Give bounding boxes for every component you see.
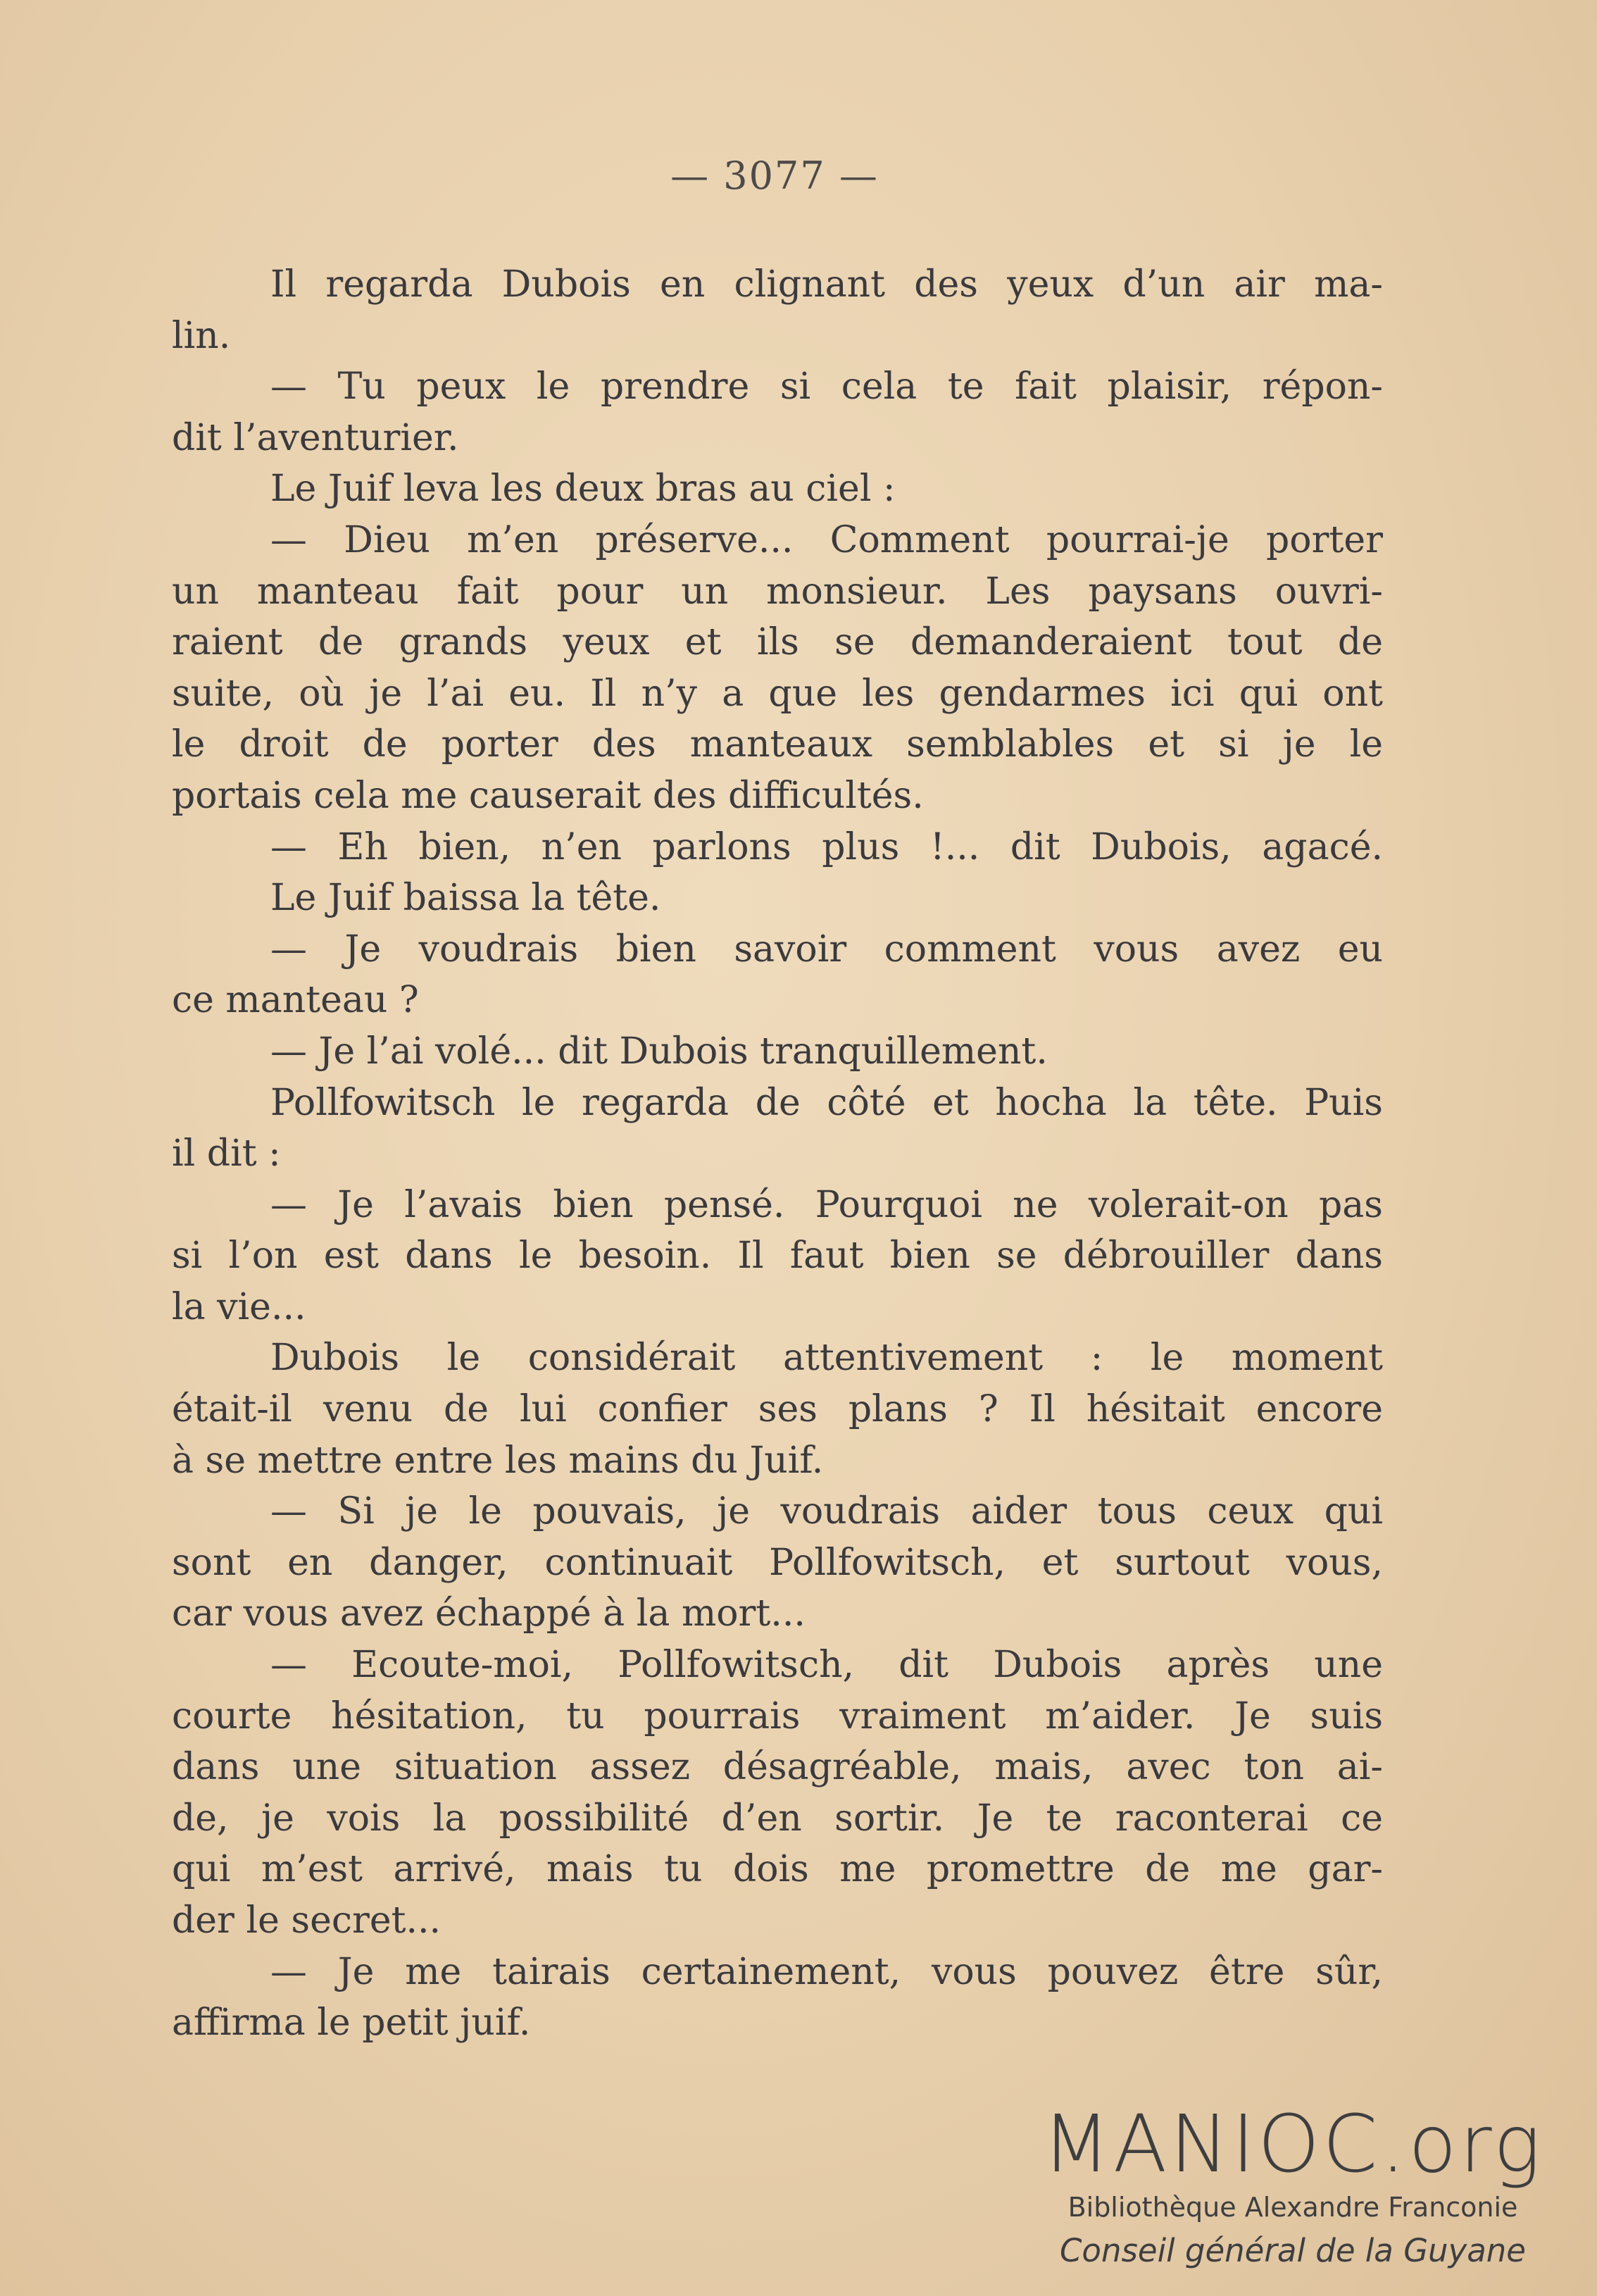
text-line: — Je me tairais certainement, vous pouvez être sûr, <box>270 1950 1383 1993</box>
text-line: Dubois le considérait attentivement : le moment <box>270 1337 1383 1380</box>
text-line: affirma le petit juif. <box>172 2002 531 2045</box>
text-line: était-il venu de lui confier ses plans ? Il hésitait encore <box>172 1388 1383 1431</box>
text-line: qui m’est arrivé, mais tu dois me promettre de me gar- <box>172 1848 1383 1891</box>
text-line: le droit de porter des manteaux semblables et si je le <box>172 723 1383 766</box>
manioc-logo: MANIOC.org <box>1042 2099 1543 2190</box>
page-number: — 3077 — <box>670 154 879 198</box>
library-name: Bibliothèque Alexandre Franconie <box>1067 2192 1518 2223</box>
text-line: — Ecoute-moi, Pollfowitsch, dit Dubois après une <box>270 1644 1383 1687</box>
text-line: dit l’aventurier. <box>172 416 459 459</box>
watermark <box>1025 2099 1560 2274</box>
text-line: la vie... <box>172 1285 306 1328</box>
text-line: à se mettre entre les mains du Juif. <box>172 1439 824 1482</box>
text-line: un manteau fait pour un monsieur. Les paysans ouvri- <box>172 570 1383 613</box>
text-line: — Je l’avais bien pensé. Pourquoi ne volerait-on pas <box>270 1183 1383 1226</box>
text-line: Pollfowitsch le regarda de côté et hocha la tête. Puis <box>270 1081 1383 1124</box>
text-line: — Dieu m’en préserve... Comment pourrai-je porter <box>270 518 1383 561</box>
text-line: Il regarda Dubois en clignant des yeux d’un air ma- <box>270 263 1383 306</box>
text-line: si l’on est dans le besoin. Il faut bien se débrouiller dans <box>172 1235 1383 1278</box>
text-line: Le Juif leva les deux bras au ciel : <box>270 468 896 511</box>
body-text <box>172 259 1383 2049</box>
text-line: — Eh bien, n’en parlons plus !... dit Dubois, agacé. <box>270 825 1383 868</box>
text-line: car vous avez échappé à la mort... <box>172 1592 806 1635</box>
text-line: sont en danger, continuait Pollfowitsch, et surtout vous, <box>172 1541 1383 1584</box>
text-line: Le Juif baissa la tête. <box>270 877 661 920</box>
text-line: — Je voudrais bien savoir comment vous avez eu <box>270 928 1383 971</box>
text-line: lin. <box>172 314 231 357</box>
text-line: raient de grands yeux et ils se demanderaient tout de <box>172 621 1383 664</box>
text-line: dans une situation assez désagréable, mais, avec ton ai- <box>172 1746 1383 1789</box>
text-line: der le secret... <box>172 1899 441 1942</box>
text-line: portais cela me causerait des difficultés. <box>172 774 924 817</box>
text-line: ce manteau ? <box>172 979 419 1022</box>
text-line: il dit : <box>172 1133 281 1175</box>
text-line: — Je l’ai volé... dit Dubois tranquillement. <box>270 1030 1048 1073</box>
text-line: — Tu peux le prendre si cela te fait plaisir, répon- <box>270 366 1383 408</box>
text-line: — Si je le pouvais, je voudrais aider tous ceux qui <box>270 1490 1383 1533</box>
text-line: suite, où je l’ai eu. Il n’y a que les gendarmes ici qui ont <box>172 672 1383 715</box>
text-line: courte hésitation, tu pourrais vraiment m’aider. Je suis <box>172 1695 1383 1737</box>
council-name: Conseil général de la Guyane <box>1060 2232 1526 2269</box>
text-line: de, je vois la possibilité d’en sortir. Je te raconterai ce <box>172 1797 1383 1840</box>
